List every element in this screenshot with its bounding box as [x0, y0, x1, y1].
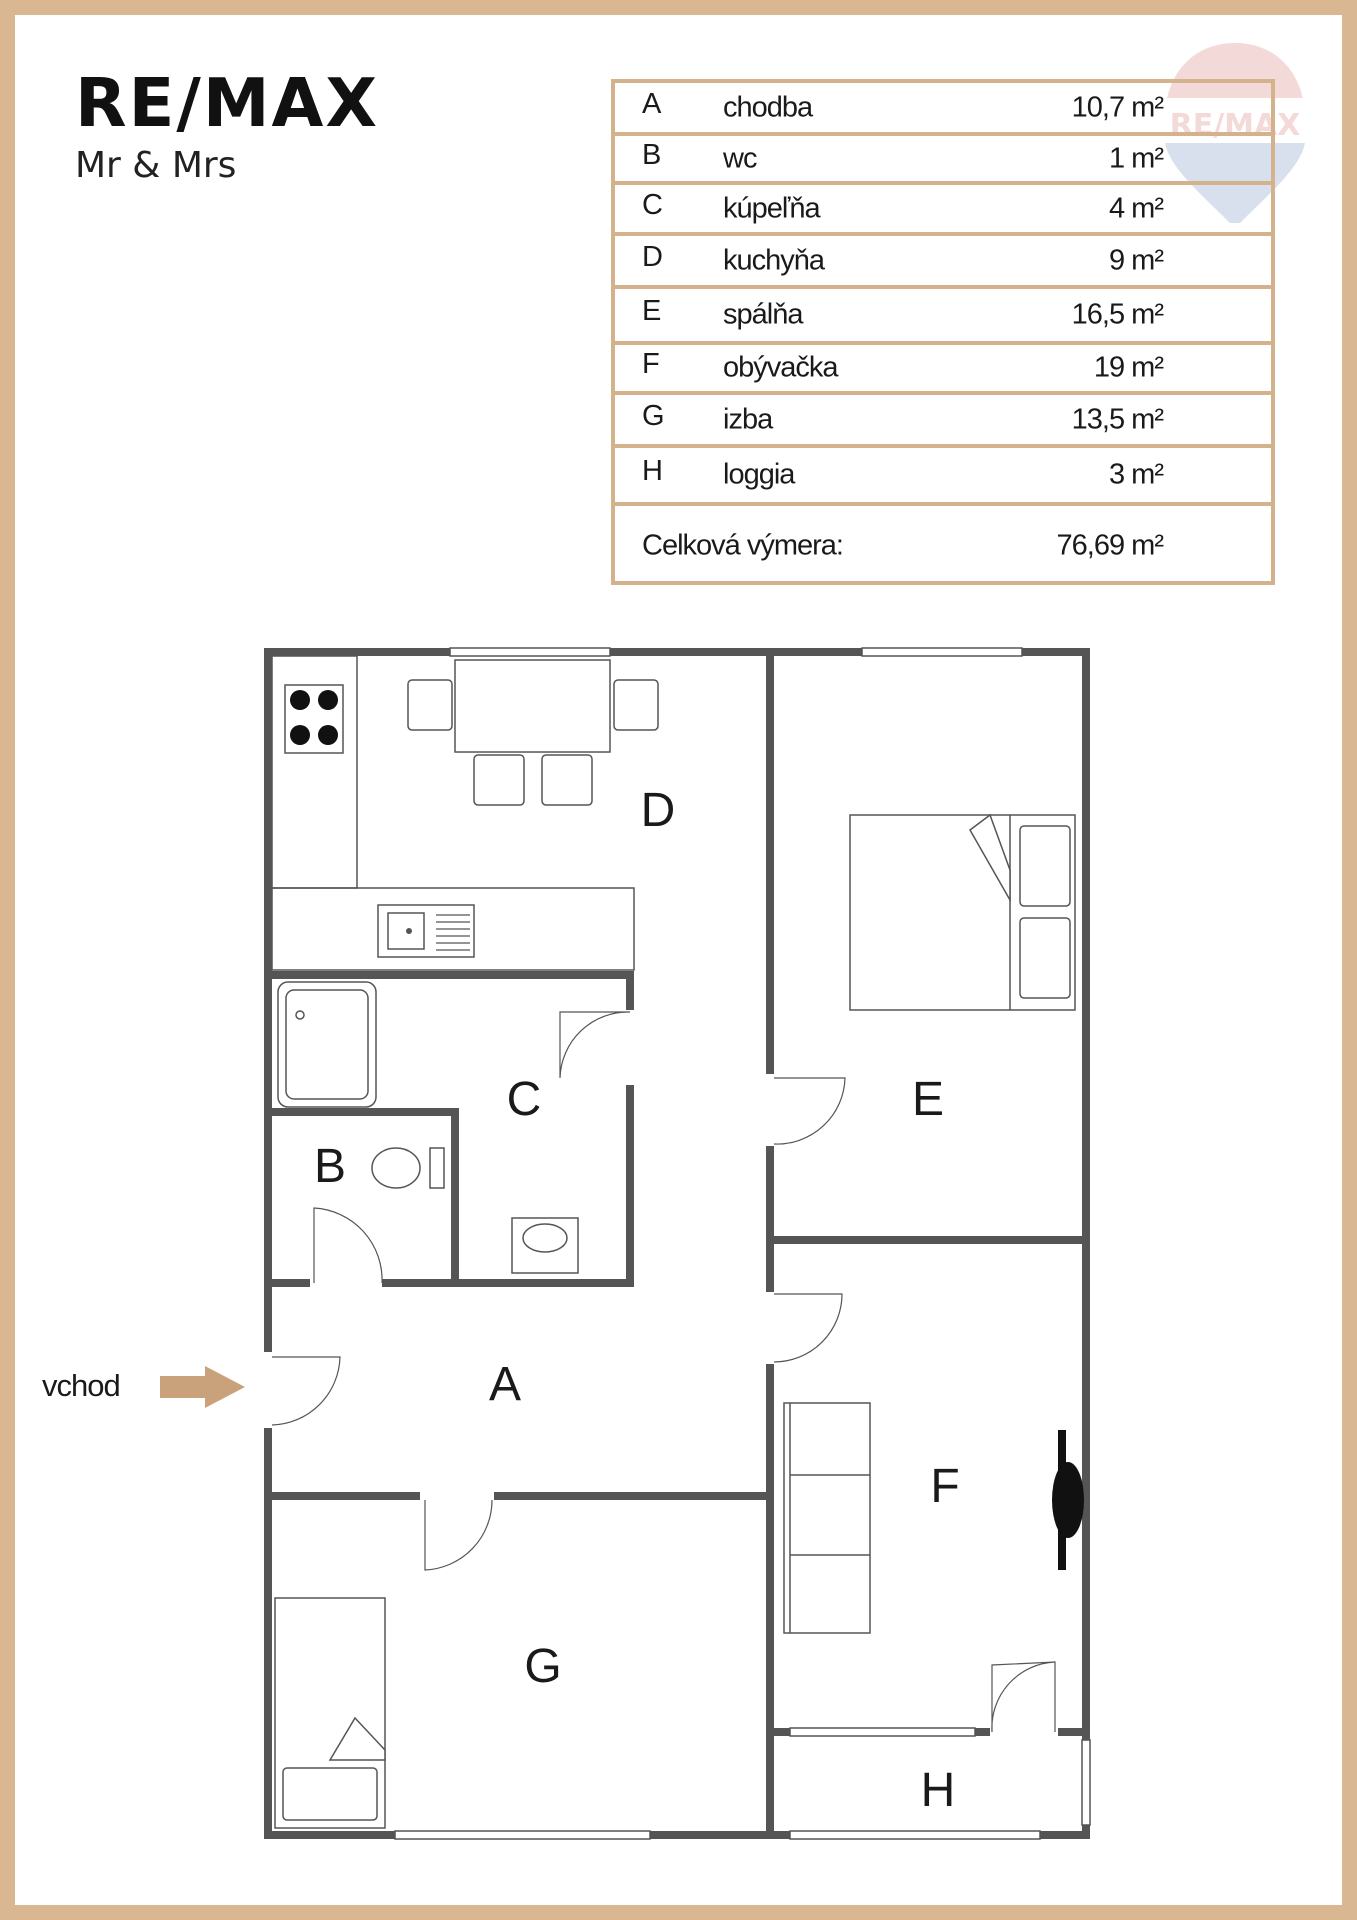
pillow-icon [1020, 826, 1070, 906]
shower-icon [278, 982, 376, 1107]
room-letter: G [642, 399, 664, 432]
logo-subtitle: Mr & Mrs [75, 145, 237, 186]
entrance-door-icon [272, 1357, 340, 1425]
room-name: chodba [723, 91, 813, 123]
chair-icon [614, 680, 658, 730]
window-h-side [1082, 1740, 1090, 1825]
door-c-icon [560, 1012, 630, 1078]
room-label-g: G [524, 1640, 562, 1693]
room-letter: H [642, 455, 662, 488]
chair-icon [474, 755, 524, 805]
tv-icon [1052, 1430, 1084, 1570]
entrance-arrow-icon [160, 1366, 245, 1408]
room-area: 4 m² [1109, 192, 1163, 224]
room-letter: E [642, 295, 661, 328]
sofa-icon [784, 1403, 870, 1633]
room-letter: B [642, 138, 661, 171]
room-letter: C [642, 188, 662, 221]
sink-drainboard [436, 915, 470, 950]
room-label-b: B [313, 1140, 347, 1193]
pillow-icon [1020, 918, 1070, 998]
walls [268, 652, 1086, 1835]
room-letter: A [642, 87, 661, 120]
door-f-icon [774, 1294, 842, 1362]
washbasin-icon [512, 1218, 578, 1273]
room-name: kúpeľňa [723, 192, 820, 224]
watermark-text: RE/MAX [1169, 108, 1301, 143]
room-area: 1 m² [1109, 142, 1163, 174]
room-area: 9 m² [1109, 244, 1163, 276]
room-name: izba [723, 403, 773, 435]
room-name: spálňa [723, 298, 803, 331]
room-label-d: D [640, 784, 676, 837]
window-f-h [790, 1728, 975, 1736]
window-h [790, 1831, 1040, 1839]
window-d [450, 648, 610, 656]
room-name: obývačka [723, 351, 838, 384]
room-letter: F [642, 348, 659, 381]
room-area: 13,5 m² [1071, 403, 1163, 435]
room-letter: D [642, 240, 662, 273]
pillow-icon [283, 1768, 377, 1820]
window-g [395, 1831, 650, 1839]
room-label-h: H [920, 1764, 956, 1817]
room-name: kuchyňa [723, 244, 825, 276]
room-label-e: E [911, 1073, 945, 1126]
door-h-icon [992, 1662, 1055, 1732]
entrance-label: vchod [42, 1368, 120, 1403]
room-name: loggia [723, 458, 795, 491]
room-g-furniture [275, 1598, 385, 1828]
dining-table [455, 660, 610, 752]
room-label-f: F [930, 1460, 960, 1513]
bathroom-furniture [278, 982, 578, 1273]
window-e [862, 648, 1022, 656]
door-e-icon [774, 1078, 845, 1144]
living-furniture [784, 1403, 870, 1633]
room-name: wc [723, 142, 757, 174]
room-area: 10,7 m² [1071, 91, 1163, 123]
toilet-icon [372, 1148, 420, 1188]
door-g-icon [425, 1500, 492, 1570]
chair-icon [542, 755, 592, 805]
door-b-icon [314, 1208, 382, 1283]
bedroom-furniture [850, 815, 1075, 1010]
sink-drain [406, 928, 412, 934]
room-label-c: C [506, 1073, 542, 1126]
single-bed-icon [275, 1598, 385, 1828]
bed-icon [850, 815, 1075, 1010]
room-area: 16,5 m² [1071, 298, 1163, 331]
logo-wordmark: RE/MAX [75, 64, 380, 142]
stove-burners [290, 690, 338, 745]
room-area: 3 m² [1109, 458, 1163, 491]
chair-icon [408, 680, 452, 730]
room-area: 19 m² [1093, 351, 1163, 384]
room-label-a: A [488, 1358, 522, 1411]
total-label: Celková výmera: [642, 529, 843, 561]
total-area: 76,69 m² [1056, 529, 1163, 561]
